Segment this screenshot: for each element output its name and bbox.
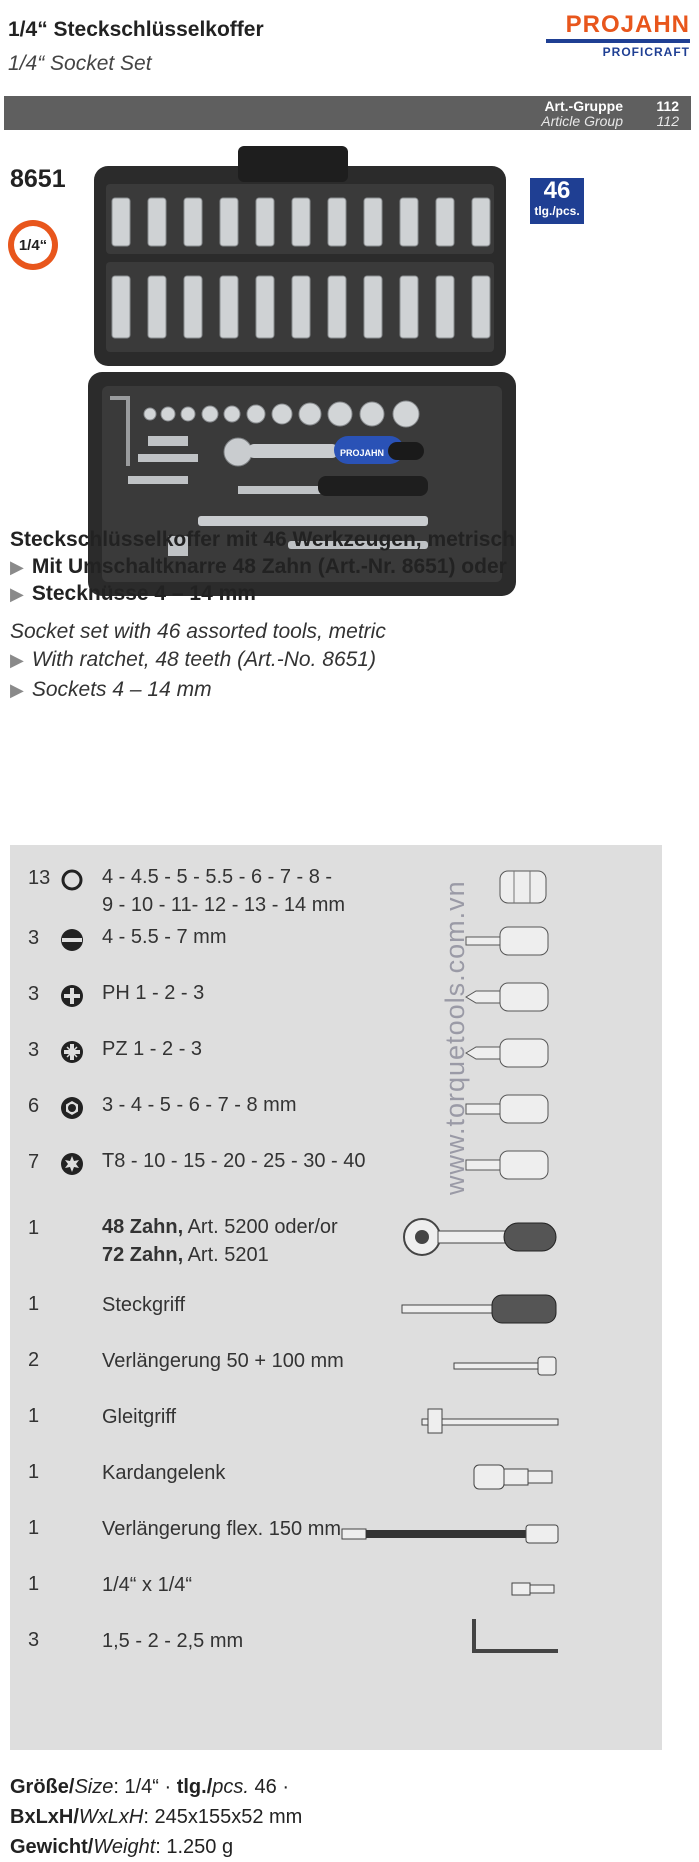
bit-socket-illustration bbox=[464, 1091, 554, 1127]
brand-name: PROJAHN bbox=[565, 11, 690, 38]
row-desc: Kardangelenk bbox=[102, 1462, 226, 1484]
row-qty: 1 bbox=[28, 1405, 40, 1427]
bullet-arrow-icon: ▶ bbox=[10, 650, 24, 670]
row-desc: 48 Zahn, Art. 5200 oder/or 72 Zahn, Art. 5201 bbox=[102, 1216, 338, 1266]
group-value-en: 112 bbox=[656, 113, 679, 129]
article-group-bar bbox=[4, 96, 691, 130]
brand-subname: PROFICRAFT bbox=[602, 45, 690, 59]
extension-illustration bbox=[450, 1351, 560, 1381]
pieces-badge bbox=[530, 178, 584, 224]
bit-socket-illustration bbox=[464, 979, 554, 1015]
row-desc: 4 - 5.5 - 7 mm bbox=[102, 926, 227, 948]
case-logo: PROJAHN bbox=[340, 448, 385, 458]
ratchet-illustration bbox=[400, 1215, 560, 1265]
row-qty: 3 bbox=[28, 927, 40, 949]
universal-joint-illustration bbox=[470, 1459, 560, 1495]
spec-weight: Gewicht/Weight: 1.250 g bbox=[10, 1836, 234, 1858]
row-desc: Verlängerung 50 + 100 mm bbox=[102, 1350, 344, 1372]
row-qty: 13 bbox=[28, 867, 51, 889]
row-desc: PH 1 - 2 - 3 bbox=[102, 982, 205, 1004]
sliding-bar-illustration bbox=[418, 1403, 563, 1439]
row-qty: 2 bbox=[28, 1349, 40, 1371]
desc-de-bullet-1: ▶ Mit Umschaltknarre 48 Zahn (Art.-Nr. 8651) oder bbox=[10, 555, 507, 578]
bit-socket-illustration bbox=[464, 1147, 554, 1183]
pieces-unit: tlg./pcs. bbox=[534, 204, 580, 218]
row-desc: Verlängerung flex. 150 mm bbox=[102, 1518, 342, 1540]
slotted-bit-icon bbox=[60, 928, 84, 952]
bullet-arrow-icon: ▶ bbox=[10, 680, 24, 700]
hex-key-illustration bbox=[470, 1615, 562, 1659]
bit-socket-illustration bbox=[464, 1035, 554, 1071]
pozidriv-bit-icon bbox=[60, 1040, 84, 1064]
row-qty: 3 bbox=[28, 1039, 40, 1061]
row-desc: T8 - 10 - 15 - 20 - 25 - 30 - 40 bbox=[102, 1150, 366, 1172]
drive-size-badge bbox=[8, 220, 58, 270]
page-title: 1/4“ Steckschlüsselkoffer bbox=[8, 18, 264, 41]
row-desc: 1/4“ x 1/4“ bbox=[102, 1574, 193, 1596]
row-qty: 1 bbox=[28, 1293, 40, 1315]
bullet-arrow-icon: ▶ bbox=[10, 584, 24, 604]
watermark: www.torquetools.com.vn bbox=[440, 880, 470, 1195]
brand-bar bbox=[546, 39, 690, 43]
phillips-bit-icon bbox=[60, 984, 84, 1008]
contents-panel bbox=[10, 845, 662, 1750]
spec-dimensions: BxLxH/WxLxH: 245x155x52 mm bbox=[10, 1806, 303, 1828]
article-number: 8651 bbox=[10, 165, 66, 193]
row-qty: 3 bbox=[28, 1629, 40, 1651]
row-desc: 1,5 - 2 - 2,5 mm bbox=[102, 1630, 244, 1652]
pieces-count: 46 bbox=[543, 177, 571, 204]
row-qty: 1 bbox=[28, 1217, 40, 1239]
flex-extension-illustration bbox=[340, 1519, 562, 1549]
page-subtitle: 1/4“ Socket Set bbox=[8, 52, 152, 75]
row-qty: 7 bbox=[28, 1151, 40, 1173]
group-label-de: Art.-Gruppe bbox=[544, 98, 623, 114]
row-desc: PZ 1 - 2 - 3 bbox=[102, 1038, 203, 1060]
row-qty: 1 bbox=[28, 1517, 40, 1539]
spinner-handle-illustration bbox=[400, 1291, 560, 1327]
desc-de-bullet-2: ▶ Stecknüsse 4 – 14 mm bbox=[10, 582, 256, 605]
spec-size-pcs: Größe/Size: 1/4“ · tlg./pcs. 46 · bbox=[10, 1776, 289, 1798]
hex-socket-icon bbox=[60, 868, 84, 892]
bit-socket-illustration bbox=[464, 923, 554, 959]
row-desc: Steckgriff bbox=[102, 1294, 185, 1316]
row-qty: 1 bbox=[28, 1461, 40, 1483]
row-desc: 4 - 4.5 - 5 - 5.5 - 6 - 7 - 8 - 9 - 10 - 11- 12 - 13 - 14 mm bbox=[102, 866, 346, 916]
row-qty: 6 bbox=[28, 1095, 40, 1117]
desc-en-bullet-1: ▶ With ratchet, 48 teeth (Art.-No. 8651) bbox=[10, 648, 376, 671]
desc-de-title: Steckschlüsselkoffer mit 46 Werkzeugen, metrisch bbox=[10, 528, 515, 551]
bit-adapter-illustration bbox=[510, 1579, 560, 1599]
row-qty: 3 bbox=[28, 983, 40, 1005]
group-label-en: Article Group bbox=[541, 113, 623, 129]
torx-bit-icon bbox=[60, 1152, 84, 1176]
brand-logo bbox=[540, 12, 690, 64]
row-qty: 1 bbox=[28, 1573, 40, 1595]
desc-en-bullet-2: ▶ Sockets 4 – 14 mm bbox=[10, 678, 212, 701]
hex-bit-icon bbox=[60, 1096, 84, 1120]
group-value-de: 112 bbox=[656, 98, 679, 114]
desc-en-title: Socket set with 46 assorted tools, metric bbox=[10, 620, 386, 643]
row-desc: 3 - 4 - 5 - 6 - 7 - 8 mm bbox=[102, 1094, 297, 1116]
drive-size-label: 1/4“ bbox=[14, 226, 52, 264]
row-desc: Gleitgriff bbox=[102, 1406, 177, 1428]
bullet-arrow-icon: ▶ bbox=[10, 557, 24, 577]
socket-illustration bbox=[494, 863, 554, 913]
